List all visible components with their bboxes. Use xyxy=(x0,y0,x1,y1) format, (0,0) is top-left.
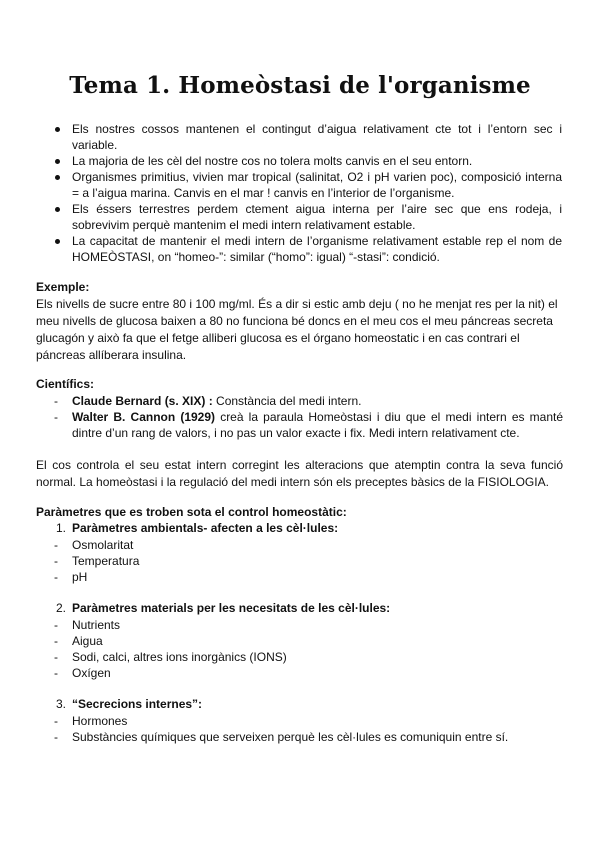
list-item: Els nostres cossos mantenen el contingut d’aigua relativament cte tot i l’entorn sec i variable. xyxy=(54,121,562,153)
list-item: - Aigua xyxy=(54,634,103,648)
parameter-group-list xyxy=(54,713,508,745)
physiology-paragraph xyxy=(36,457,563,491)
bullet-icon xyxy=(55,159,60,164)
list-item: - pH xyxy=(54,570,88,584)
parameters-heading: Paràmetres que es troben sota el control homeostàtic: xyxy=(36,505,347,519)
example-heading: Exemple: xyxy=(36,280,90,294)
parameter-group-title: 2. Paràmetres materials per les necesitats de les cèl·lules: xyxy=(56,601,391,615)
list-item: Organismes primitius, vivien mar tropical (salinitat, O2 i pH varien poc), composició interna = a l’aigua marina. Canvis en el mar ! canvis en l’interior de l’organisme. xyxy=(54,169,562,201)
example-line: Els nivells de sucre entre 80 i 100 mg/ml. És a dir si estic amb deju ( no he menjat res per la nit) el xyxy=(36,297,558,311)
list-item: - Hormones xyxy=(54,714,128,728)
list-item: - Walter B. Cannon (1929) creà la paraula Homeòstasi i diu que el medi intern es manté dintre d’un rang de valors, i no pas un valor exacte i fix. Medi intern relativament cte. xyxy=(54,410,563,440)
bullet-icon xyxy=(55,175,60,180)
example-line: páncreas allíberara insulina. xyxy=(36,348,187,362)
scientist-name: Walter B. Cannon (1929) xyxy=(72,410,216,424)
list-item: La capacitat de mantenir el medi intern de l’organisme relativament estable rep el nom de HOMEÒSTASI, on “homeo-”: similar (“homo”: igual) “-stasi”: condició. xyxy=(54,233,562,265)
scientist-name: Claude Bernard (s. XIX) : xyxy=(72,394,213,408)
bullet-icon xyxy=(55,127,60,132)
physiology-line: El cos controla el seu estat intern corregint les alteracions que atemptin contra la seva funció xyxy=(36,458,563,472)
example-line: meu nivells de glucosa baixen a 80 no funciona bé doncs en el meu cos el meu páncreas secreta xyxy=(36,314,553,328)
example-paragraph xyxy=(36,296,576,364)
example-line: glucagón y això fa que el fetge alliberi glucosa es el órgano homeostatic i en cas contrari el xyxy=(36,331,520,345)
list-item: - Oxígen xyxy=(54,666,111,680)
list-item: - Claude Bernard (s. XIX) : Constància del medi intern. xyxy=(54,394,362,408)
page-title: Tema 1. Homeòstasi de l'organisme xyxy=(69,72,531,99)
list-item: - Sodi, calci, altres ions inorgànics (IONS) xyxy=(54,650,287,664)
intro-bullet-list xyxy=(54,121,562,265)
parameter-group-title: 3. “Secrecions internes”: xyxy=(56,697,203,711)
list-item: - Temperatura xyxy=(54,554,140,568)
bullet-icon xyxy=(55,239,60,244)
bullet-icon xyxy=(55,207,60,212)
list-item: - Substàncies químiques que serveixen perquè les cèl·lules es comuniquin entre sí. xyxy=(54,730,509,744)
parameter-group-list xyxy=(54,617,287,681)
list-item: La majoria de les cèl del nostre cos no tolera molts canvis en el seu entorn. xyxy=(54,153,562,169)
list-item: - Osmolaritat xyxy=(54,538,134,552)
physiology-line: normal. La homeòstasi i la regulació del medi intern són els preceptes bàsics de la FISIOLOGIA. xyxy=(36,475,549,489)
parameter-group-title: 1. Paràmetres ambientals- afecten a les cèl·lules: xyxy=(56,521,339,535)
parameter-group-list xyxy=(54,537,139,585)
scientists-list xyxy=(54,393,563,441)
list-item: Els éssers terrestres perdem ctement aigua interna per l’aire sec que ens rodeja, i sobrevivim perquè mantenim el medi intern relativament estable. xyxy=(54,201,562,233)
scientists-heading: Científics: xyxy=(36,377,95,391)
list-item: - Nutrients xyxy=(54,618,121,632)
